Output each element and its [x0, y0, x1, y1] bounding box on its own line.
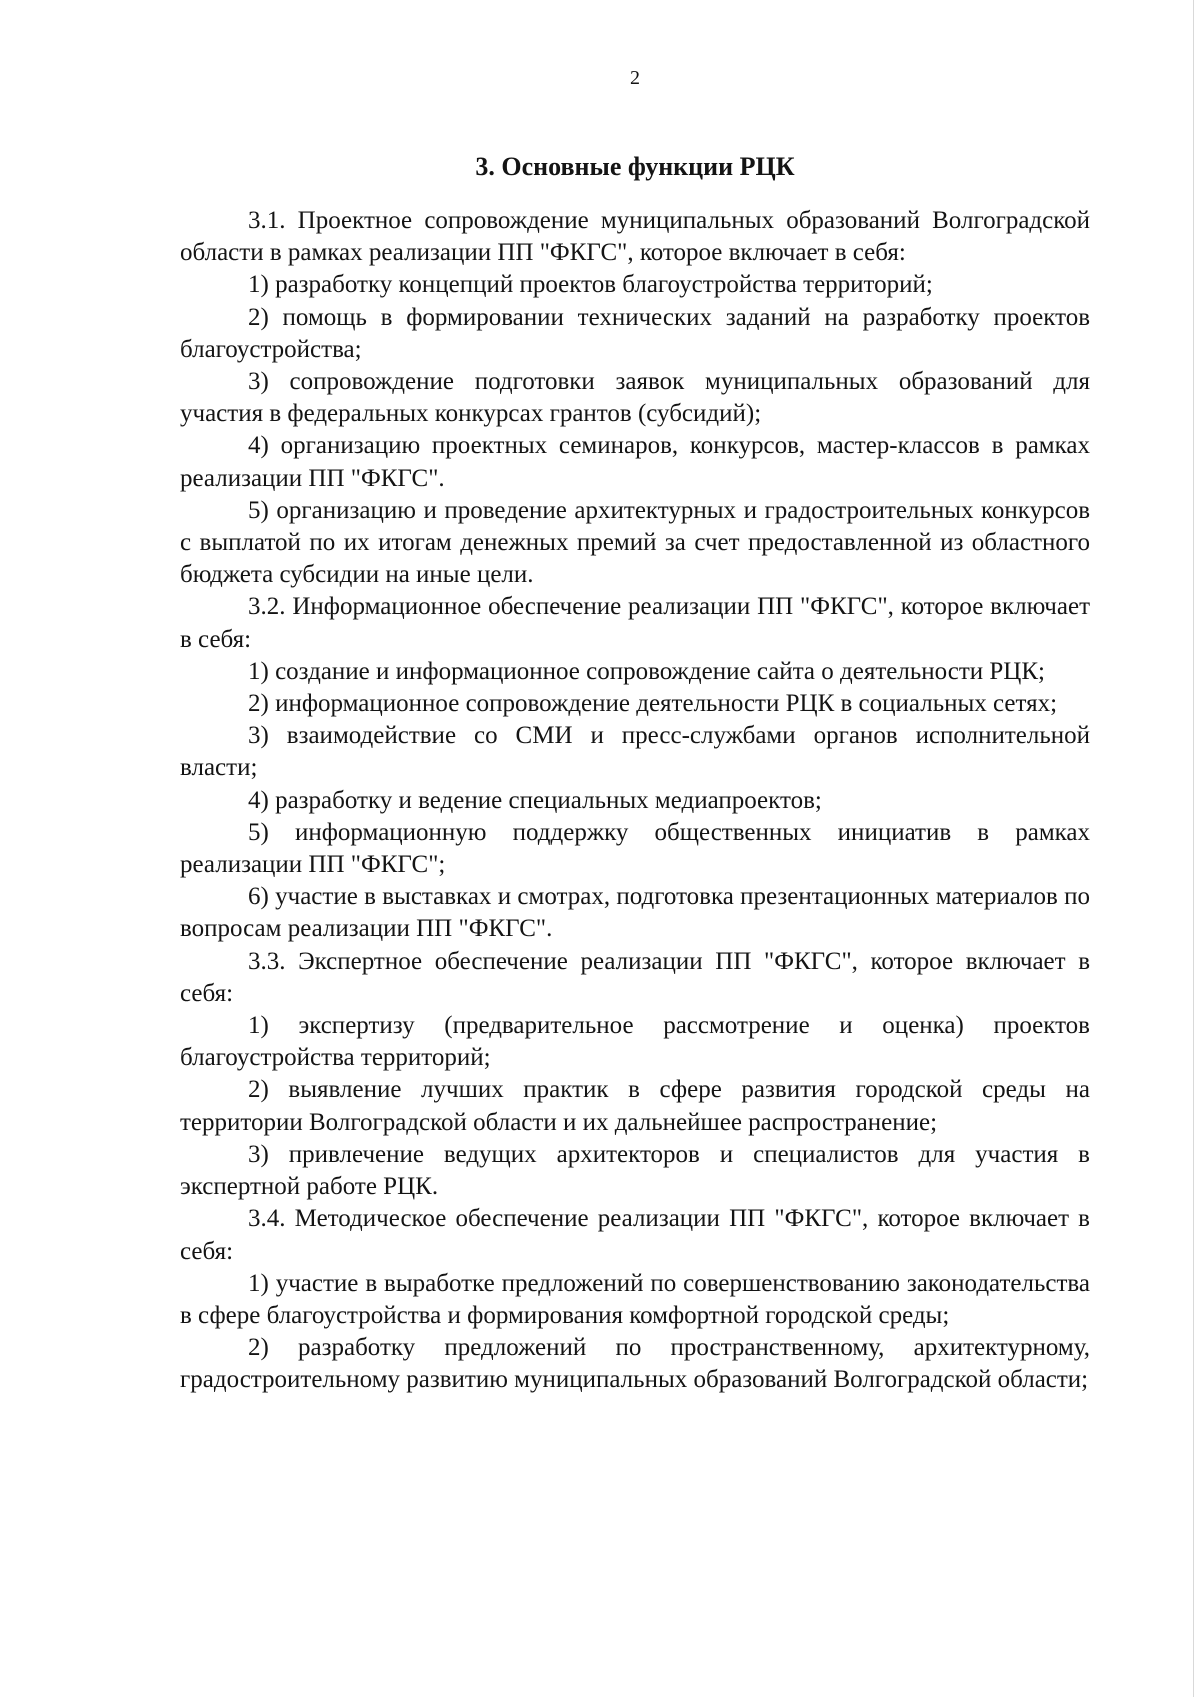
list-item: 3) сопровождение подготовки заявок муниципальных образований для участия в федеральных конкурсах грантов (субсидий); — [180, 368, 1090, 428]
page-number: 2 — [630, 67, 640, 89]
list-item: 2) выявление лучших практик в сфере развития городской среды на территории Волгоградской области и их дальнейшее распространение; — [180, 1076, 1090, 1136]
list-item: 6) участие в выставках и смотрах, подготовка презентационных материалов по вопросам реализации ПП "ФКГС". — [180, 883, 1090, 943]
list-item: 2) разработку предложений по пространственному, архитектурному, градостроительному развитию муниципальных образований Волгоградской области; — [180, 1334, 1090, 1394]
list-item: 4) разработку и ведение специальных медиапроектов; — [248, 786, 822, 814]
paragraph-3-3: 3.3. Экспертное обеспечение реализации ПП "ФКГС", которое включает в себя: — [180, 947, 1090, 1007]
list-item: 3) привлечение ведущих архитекторов и специалистов для участия в экспертной работе РЦК. — [180, 1140, 1090, 1201]
paragraph-3-1: 3.1. Проектное сопровождение муниципальных образований Волгоградской области в рамках реализации ПП "ФКГС", которое включает в себя: — [180, 207, 1090, 267]
paragraph-3-2: 3.2. Информационное обеспечение реализации ПП "ФКГС", которое включает в себя: — [180, 593, 1090, 653]
list-item: 5) организацию и проведение архитектурных и градостроительных конкурсов с выплатой по их итогам денежных премий за счет предоставленной из областного бюджета субсидии на иные цели. — [180, 496, 1090, 589]
list-item: 1) участие в выработке предложений по совершенствованию законодательства в сфере благоустройства и формирования комфортной городской среды; — [180, 1269, 1090, 1329]
list-item: 1) экспертизу (предварительное рассмотрение и оценка) проектов благоустройства территорий; — [180, 1012, 1090, 1072]
list-item: 1) создание и информационное сопровождение сайта о деятельности РЦК; — [248, 657, 1045, 685]
scan-edge-line — [1193, 0, 1194, 1697]
list-item: 2) помощь в формировании технических заданий на разработку проектов благоустройства; — [180, 303, 1090, 363]
section-heading: 3. Основные функции РЦК — [475, 152, 795, 181]
list-item: 2) информационное сопровождение деятельности РЦК в социальных сетях; — [248, 690, 1058, 718]
list-item: 4) организацию проектных семинаров, конкурсов, мастер-классов в рамках реализации ПП "ФКГС". — [180, 432, 1090, 492]
list-item: 3) взаимодействие со СМИ и пресс-службами органов исполнительной власти; — [180, 722, 1090, 782]
list-item: 5) информационную поддержку общественных инициатив в рамках реализации ПП "ФКГС"; — [180, 818, 1090, 879]
list-item: 1) разработку концепций проектов благоустройства территорий; — [248, 271, 933, 299]
document-body — [180, 205, 1090, 1397]
paragraph-3-4: 3.4. Методическое обеспечение реализации ПП "ФКГС", которое включает в себя: — [180, 1205, 1090, 1265]
